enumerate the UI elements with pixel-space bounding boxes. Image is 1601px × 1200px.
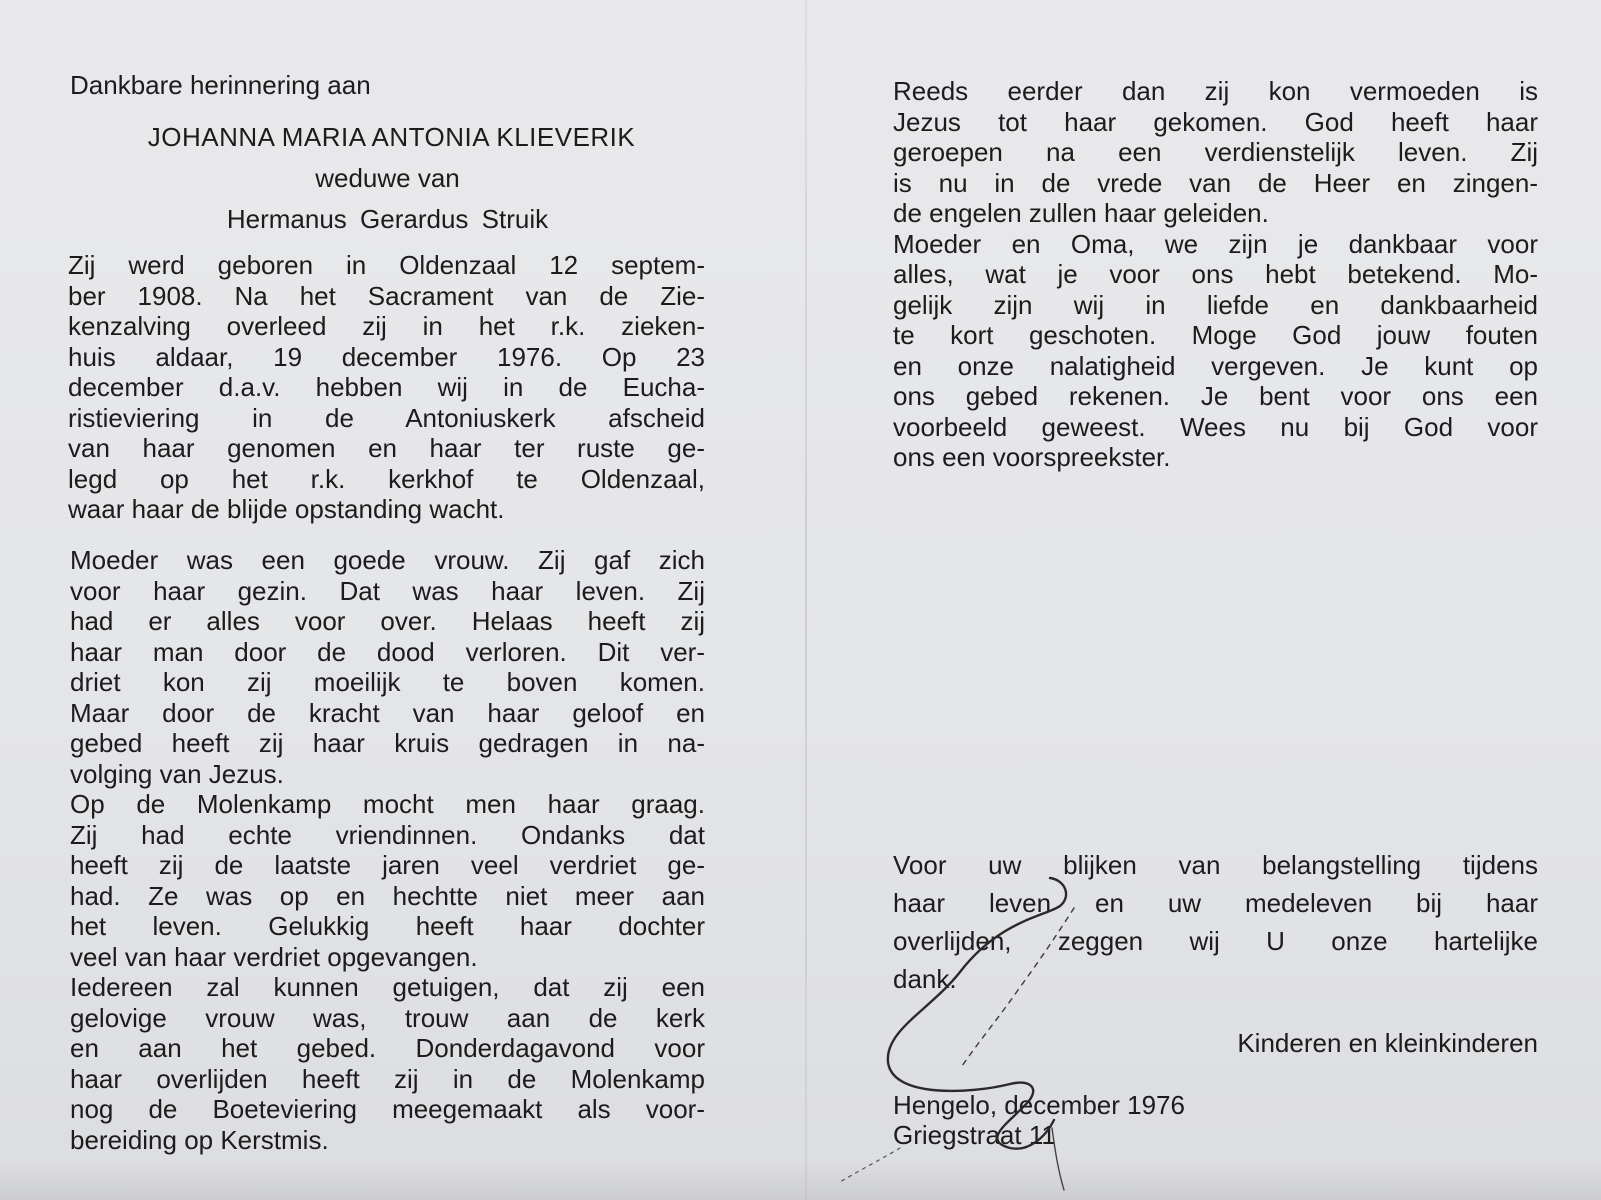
text-line: Moeder was een goede vrouw. Zij gaf zich xyxy=(70,545,705,575)
left-paragraph-2 xyxy=(70,545,705,1155)
text-line: en aan het gebed. Donderdagavond voor xyxy=(70,1033,705,1063)
text-line: te kort geschoten. Moge God jouw fouten xyxy=(893,320,1538,350)
text-line: Reeds eerder dan zij kon vermoeden is xyxy=(893,76,1538,106)
address: Griegstraat 11 xyxy=(893,1120,1056,1150)
text-line: volging van Jezus. xyxy=(70,758,284,789)
text-line: kenzalving overleed zij in het r.k. zieken- xyxy=(68,311,705,341)
card-fold xyxy=(805,0,807,1200)
card-shadow xyxy=(0,1160,1601,1200)
text-line: overlijden, zeggen wij U onze hartelijke xyxy=(893,926,1538,956)
text-line: het leven. Gelukkig heeft haar dochter xyxy=(70,911,705,941)
text-line: Voor uw blijken van belangstelling tijdens xyxy=(893,850,1538,880)
signoff: Kinderen en kleinkinderen xyxy=(1237,1028,1538,1058)
widow-of-label: weduwe van xyxy=(315,163,460,193)
text-line: geroepen na een verdienstelijk leven. Zij xyxy=(893,137,1538,167)
greeting: Dankbare herinnering aan xyxy=(70,70,371,100)
text-line: nog de Boeteviering meegemaakt als voor- xyxy=(70,1094,705,1124)
text-line: ons gebed rekenen. Je bent voor ons een xyxy=(893,381,1538,411)
right-paragraph-1 xyxy=(893,76,1538,473)
text-line: gelovige vrouw was, trouw aan de kerk xyxy=(70,1002,705,1033)
text-line: december d.a.v. hebben wij in de Eucha- xyxy=(68,372,705,402)
husband-name: Hermanus Gerardus Struik xyxy=(226,204,549,234)
text-line: Maar door de kracht van haar geloof en xyxy=(70,697,705,728)
text-line: ristieviering in de Antoniuskerk afscheid xyxy=(68,402,705,433)
text-line: had. Ze was op en hechtte niet meer aan xyxy=(70,880,705,911)
text-line: heeft zij de laatste jaren veel verdriet ge- xyxy=(70,850,705,880)
left-paragraph-1 xyxy=(68,250,705,525)
text-line: veel van haar verdriet opgevangen. xyxy=(70,941,478,972)
thanks-paragraph xyxy=(893,846,1538,998)
name-block xyxy=(70,117,705,240)
text-line: haar man door de dood verloren. Dit ver- xyxy=(70,636,705,667)
text-line: driet kon zij moeilijk te boven komen. xyxy=(70,667,705,697)
text-line: dank. xyxy=(893,964,957,994)
text-line: de engelen zullen haar geleiden. xyxy=(893,198,1269,228)
text-line: gebed heeft zij haar kruis gedragen in na- xyxy=(70,728,705,758)
text-line: ber 1908. Na het Sacrament van de Zie- xyxy=(68,280,705,311)
text-line: is nu in de vrede van de Heer en zingen- xyxy=(893,167,1538,198)
place-date: Hengelo, december 1976 xyxy=(893,1090,1185,1120)
text-line: voor haar gezin. Dat was haar leven. Zij xyxy=(70,575,705,606)
text-line: huis aldaar, 19 december 1976. Op 23 xyxy=(68,341,705,372)
text-line: Iedereen zal kunnen getuigen, dat zij een xyxy=(70,972,705,1002)
text-line: Zij had echte vriendinnen. Ondanks dat xyxy=(70,819,705,850)
text-line: Zij werd geboren in Oldenzaal 12 septem- xyxy=(68,250,705,280)
text-line: bereiding op Kerstmis. xyxy=(70,1124,329,1155)
text-line: ons een voorspreekster. xyxy=(893,442,1171,472)
deceased-name: JOHANNA MARIA ANTONIA KLIEVERIK xyxy=(147,122,636,152)
text-line: van haar genomen en haar ter ruste ge- xyxy=(68,433,705,463)
text-line: voorbeeld geweest. Wees nu bij God voor xyxy=(893,411,1538,442)
text-line: legd op het r.k. kerkhof te Oldenzaal, xyxy=(68,463,705,494)
text-line: alles, wat je voor ons hebt betekend. Mo- xyxy=(893,259,1538,289)
text-line: gelijk zijn wij in liefde en dankbaarheid xyxy=(893,289,1538,320)
text-line: haar leven en uw medeleven bij haar xyxy=(893,888,1538,918)
text-line: en onze nalatigheid vergeven. Je kunt op xyxy=(893,350,1538,381)
text-line: Moeder en Oma, we zijn je dankbaar voor xyxy=(893,228,1538,259)
text-line: haar overlijden heeft zij in de Molenkamp xyxy=(70,1063,705,1094)
text-line: waar haar de blijde opstanding wacht. xyxy=(68,494,505,524)
text-line: Op de Molenkamp mocht men haar graag. xyxy=(70,789,705,819)
text-line: Jezus tot haar gekomen. God heeft haar xyxy=(893,106,1538,137)
text-line: had er alles voor over. Helaas heeft zij xyxy=(70,606,705,636)
